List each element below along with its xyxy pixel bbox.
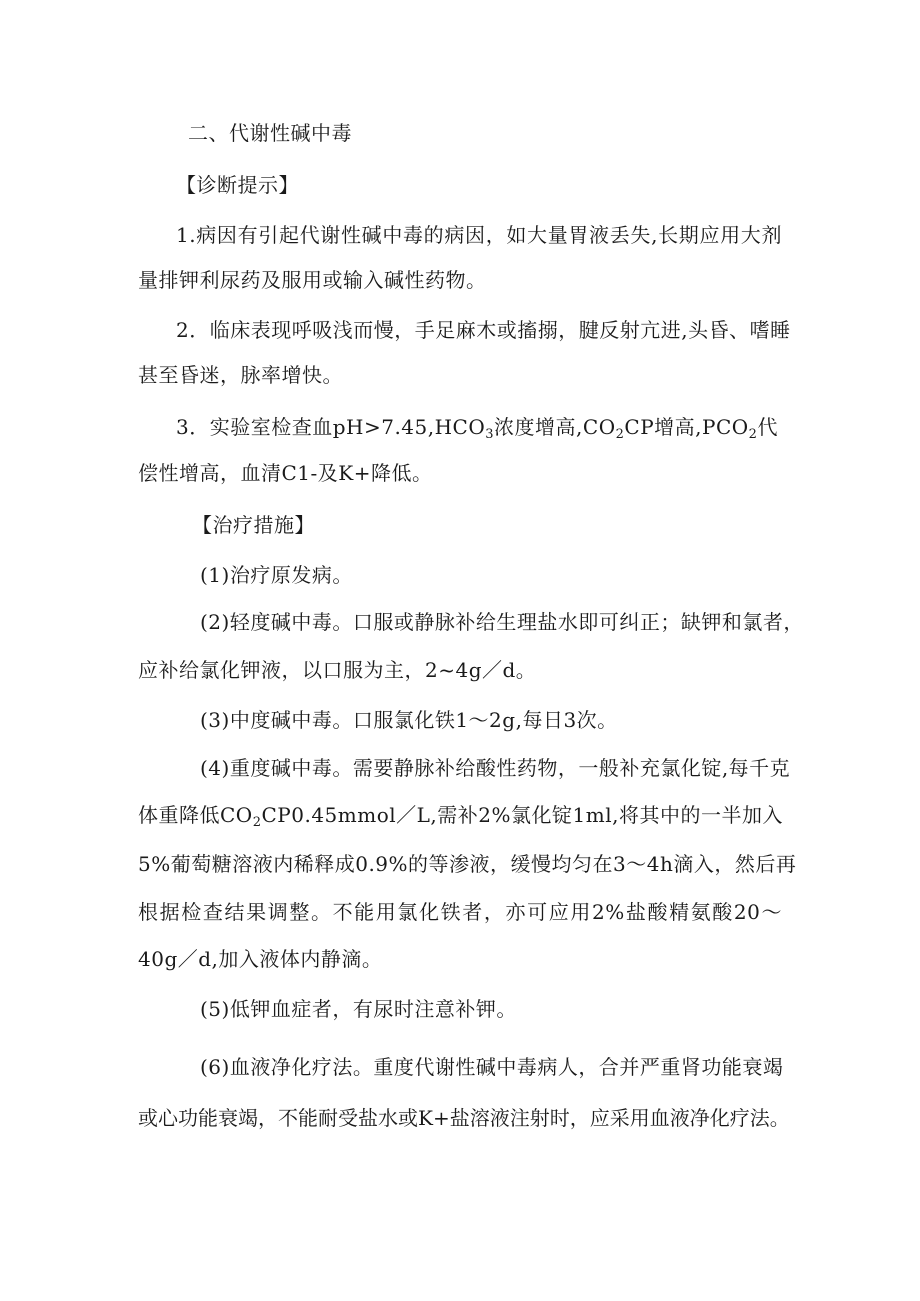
treatment-item-6-line-2: 或心功能衰竭，不能耐受盐水或K+盐溶液注射时，应采用血液净化疗法。 — [138, 1106, 790, 1130]
co2-subscript-2: 2 — [252, 815, 262, 830]
diagnosis-item-3-line-2: 偿性增高，血清C1-及K+降低。 — [138, 461, 433, 485]
section-title: 二、代谢性碱中毒 — [188, 121, 352, 145]
lab-text-pco2: CP增高,PCO — [624, 415, 749, 439]
diagnosis-item-2-line-2: 甚至昏迷，脉率增快。 — [138, 363, 343, 387]
diagnosis-item-1-line-2: 量排钾利尿药及服用或输入碱性药物。 — [138, 268, 487, 292]
lab-text-dai: 代 — [757, 415, 778, 439]
treatment-item-2-line-2: 应补给氯化钾液，以口服为主，2~4g／d。 — [138, 658, 537, 682]
diagnosis-heading: 【诊断提示】 — [176, 173, 299, 197]
treatment-item-3: (3)中度碱中毒。口服氯化铁1～2g,每日3次。 — [200, 708, 618, 732]
treatment-item-2-line-1: (2)轻度碱中毒。口服或静脉补给生理盐水即可纠正；缺钾和氯者， — [200, 610, 804, 634]
diagnosis-item-2-line-1: 2．临床表现呼吸浅而慢，手足麻木或搐搦，腱反射亢进,头昏、嗜睡 — [176, 318, 791, 342]
dose-text-b: CP0.45mmol／L,需补2%氯化锭1ml,将其中的一半加入 — [261, 803, 783, 827]
dose-text-a: 体重降低CO — [138, 803, 253, 827]
treatment-item-1: (1)治疗原发病。 — [200, 563, 353, 587]
treatment-item-4-line-5: 40g／d,加入液体内静滴。 — [138, 947, 383, 971]
lab-text-co2: 浓度增高,CO — [494, 415, 616, 439]
diagnosis-item-3-line-1 — [176, 414, 778, 440]
treatment-item-4-line-1: (4)重度碱中毒。需要静脉补给酸性药物，一般补充氯化锭,每千克 — [200, 756, 791, 780]
treatment-item-5: (5)低钾血症者，有尿时注意补钾。 — [200, 997, 517, 1021]
treatment-item-6-line-1: (6)血液净化疗法。重度代谢性碱中毒病人，合并严重肾功能衰竭 — [200, 1055, 784, 1079]
treatment-item-4-line-3: 5%葡萄糖溶液内稀释成0.9%的等渗液，缓慢均匀在3～4h滴入，然后再 — [138, 852, 797, 876]
pco2-subscript: 2 — [748, 427, 758, 442]
lab-text-ph: 3．实验室检查血pH>7.45,HCO — [176, 415, 486, 439]
diagnosis-item-1-line-1: 1.病因有引起代谢性碱中毒的病因，如大量胃液丢失,长期应用大剂 — [176, 223, 782, 247]
treatment-heading: 【治疗措施】 — [192, 513, 315, 537]
treatment-item-4-line-2 — [138, 802, 783, 828]
hco3-subscript: 3 — [485, 427, 495, 442]
treatment-item-4-line-4: 根据检查结果调整。不能用氯化铁者，亦可应用2%盐酸精氨酸20～ — [138, 900, 782, 924]
co2-subscript: 2 — [615, 427, 625, 442]
